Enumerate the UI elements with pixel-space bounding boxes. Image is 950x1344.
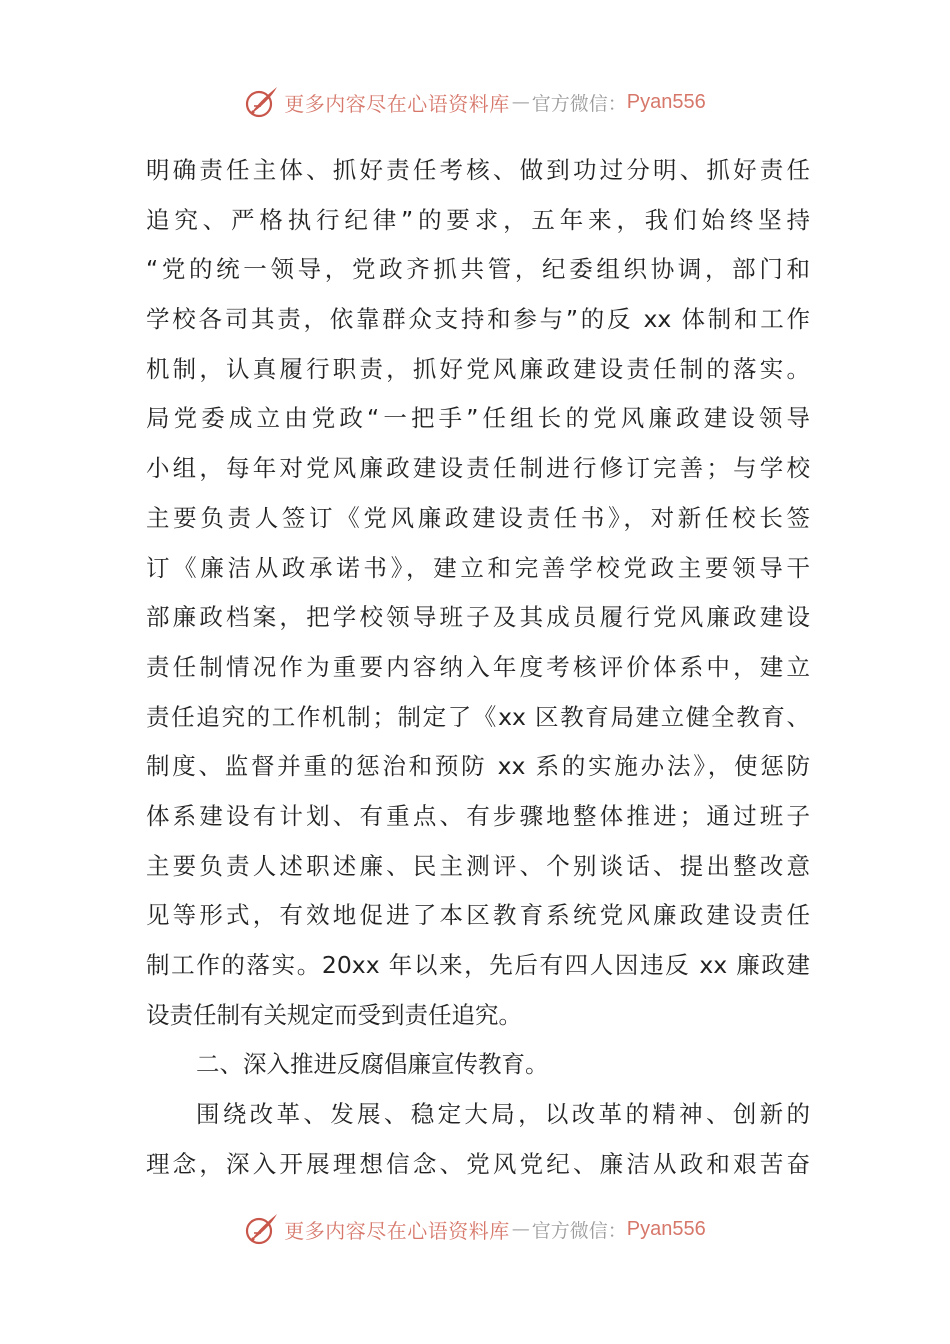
document-body [146,146,810,1189]
body-line: 明确责任主体、抓好责任考核、做到功过分明、抓好责任 [146,156,810,184]
section-heading: 二、深入推进反腐倡廉宣传教育。 [196,1050,549,1079]
body-line: 责任制情况作为重要内容纳入年度考核评价体系中，建立 [146,652,810,681]
body-line: 部廉政档案，把学校领导班子及其成员履行党风廉政建设 [146,603,810,632]
body-line: 制工作的落实。20xx 年以来，先后有四人因违反 xx 廉政建 [146,951,810,979]
banner-dash: — [511,1218,530,1240]
body-line-paragraph-end: 设责任制有关规定而受到责任追究。 [146,1000,522,1029]
banner-main-text: 更多内容尽在心语资料库 [284,91,510,116]
body-line: 见等形式，有效地促进了本区教育系统党风廉政建设责任 [146,901,810,930]
body-line: 理念，深入开展理想信念、党风党纪、廉洁从政和艰苦奋 [146,1149,810,1178]
body-line-paragraph-start: 围绕改革、发展、稳定大局，以改革的精神、创新的 [196,1100,810,1129]
quill-logo-icon [244,1211,280,1247]
banner-main-text: 更多内容尽在心语资料库 [284,1218,510,1243]
banner-wechat-id: Pyan556 [626,1217,706,1240]
banner-wechat-id: Pyan556 [626,90,706,113]
body-line: 体系建设有计划、有重点、有步骤地整体推进；通过班子 [146,801,810,830]
body-line: 学校各司其责，依靠群众支持和参与”的反 xx 体制和工作 [146,305,810,334]
body-line: 主要负责人签订《党风廉政建设责任书》，对新任校长签 [146,503,810,532]
body-line: “党的统一领导，党政齐抓共管，纪委组织协调，部门和 [146,255,810,284]
footer-banner [0,1209,950,1249]
header-banner [0,82,950,122]
body-line: 追究、严格执行纪律”的要求，五年来，我们始终坚持 [146,205,810,234]
body-line: 机制，认真履行职责，抓好党风廉政建设责任制的落实。 [146,354,810,383]
body-line: 局党委成立由党政“一把手”任组长的党风廉政建设领导 [146,404,810,433]
body-line: 小组，每年对党风廉政建设责任制进行修订完善；与学校 [146,454,810,483]
body-line: 主要负责人述职述廉、民主测评、个别谈话、提出整改意 [146,851,810,880]
body-line: 制度、监督并重的惩治和预防 xx 系的实施办法》，使惩防 [146,752,810,781]
body-line: 订《廉洁从政承诺书》，建立和完善学校党政主要领导干 [146,553,810,582]
banner-dash: — [511,91,530,113]
banner-sub-text: 官方微信： [531,1219,627,1242]
banner-sub-text: 官方微信： [531,92,627,115]
body-line: 责任追究的工作机制；制定了《xx 区教育局建立健全教育、 [146,702,810,731]
quill-logo-icon [244,84,280,120]
